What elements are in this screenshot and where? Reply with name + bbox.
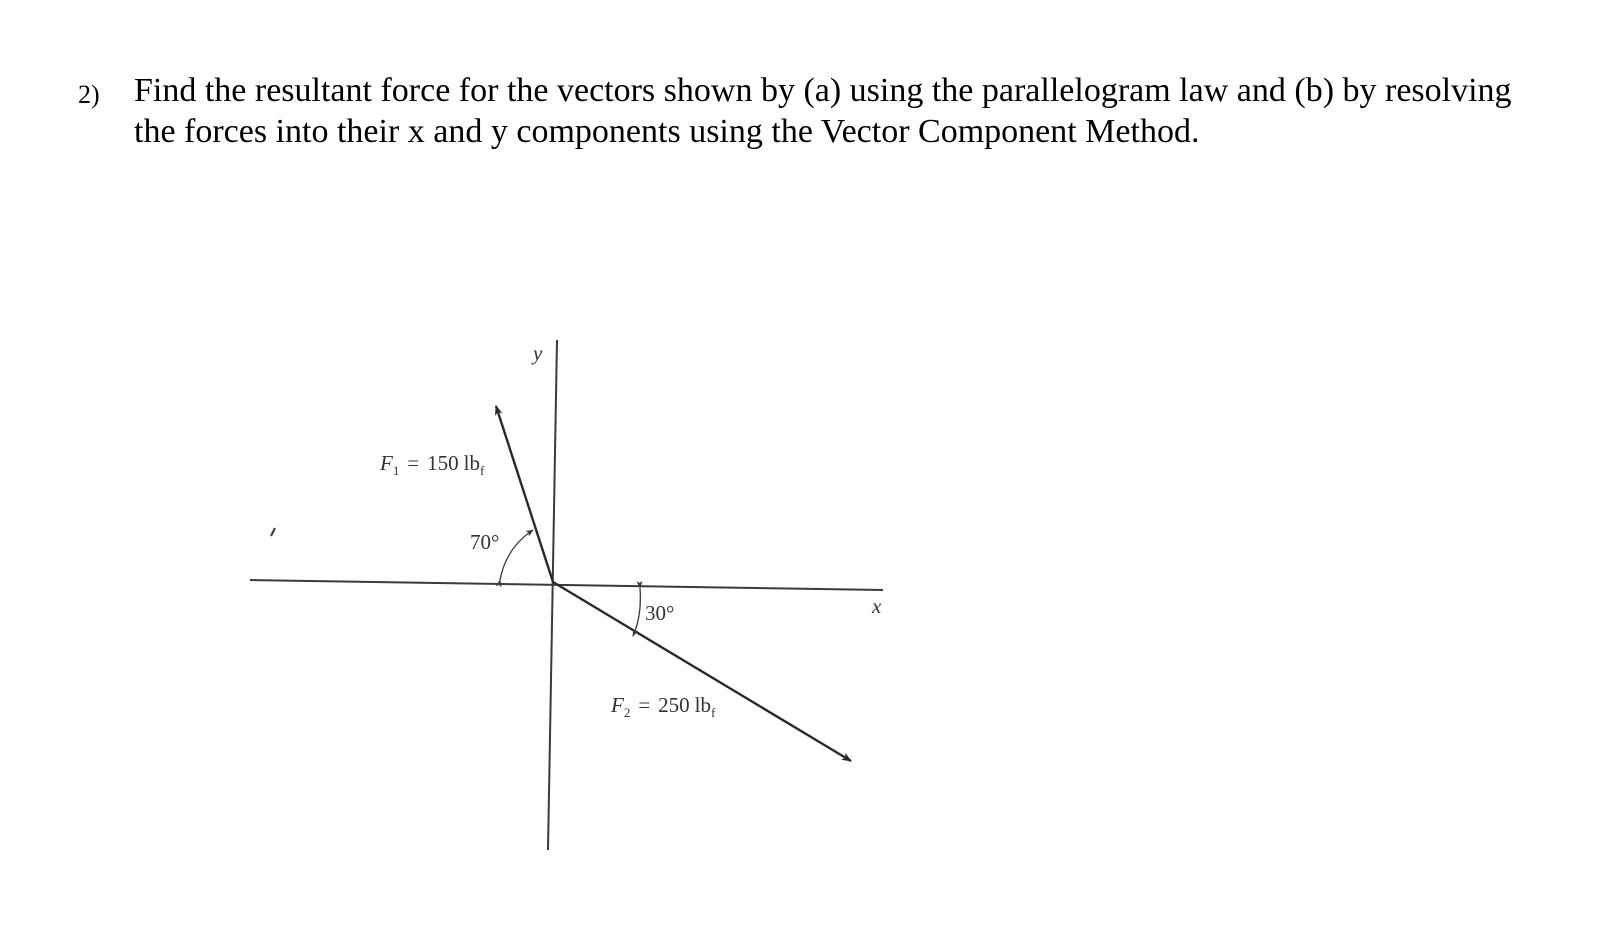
force-label-f2 [610,693,716,720]
force-vector-f2 [553,582,851,761]
f1-subscript: 1 [392,463,400,478]
angle-arc-f2 [633,588,640,636]
f2-equals: = [638,693,651,717]
f2-symbol: F [611,693,624,717]
y-axis-label: y [533,341,543,365]
question-number: 2) [78,80,100,109]
f1-unit: lb [463,451,481,475]
angle-arc-f1 [500,530,533,580]
f1-value: 150 [427,451,459,475]
force-label-f1 [379,451,485,478]
f1-unit-subscript: f [480,463,485,478]
f2-subscript: 2 [623,705,631,720]
force-vector-f1 [496,406,553,582]
stray-mark [271,528,275,536]
f2-unit: lb [694,693,712,717]
f2-value: 250 [658,693,690,717]
y-axis [548,340,557,850]
f1-equals: = [407,451,420,475]
question-text: Find the resultant force for the vectors shown by (a) using the parallelogram law and (b) by resolving the forces into their x and y components using the Vector Component Method. [134,72,1512,150]
angle-label-f1: 70° [470,530,500,554]
angle-label-f2: 30° [645,601,675,625]
f2-unit-subscript: f [711,705,716,720]
x-axis-label: x [872,594,882,618]
x-axis [250,580,883,590]
f1-symbol: F [380,451,393,475]
